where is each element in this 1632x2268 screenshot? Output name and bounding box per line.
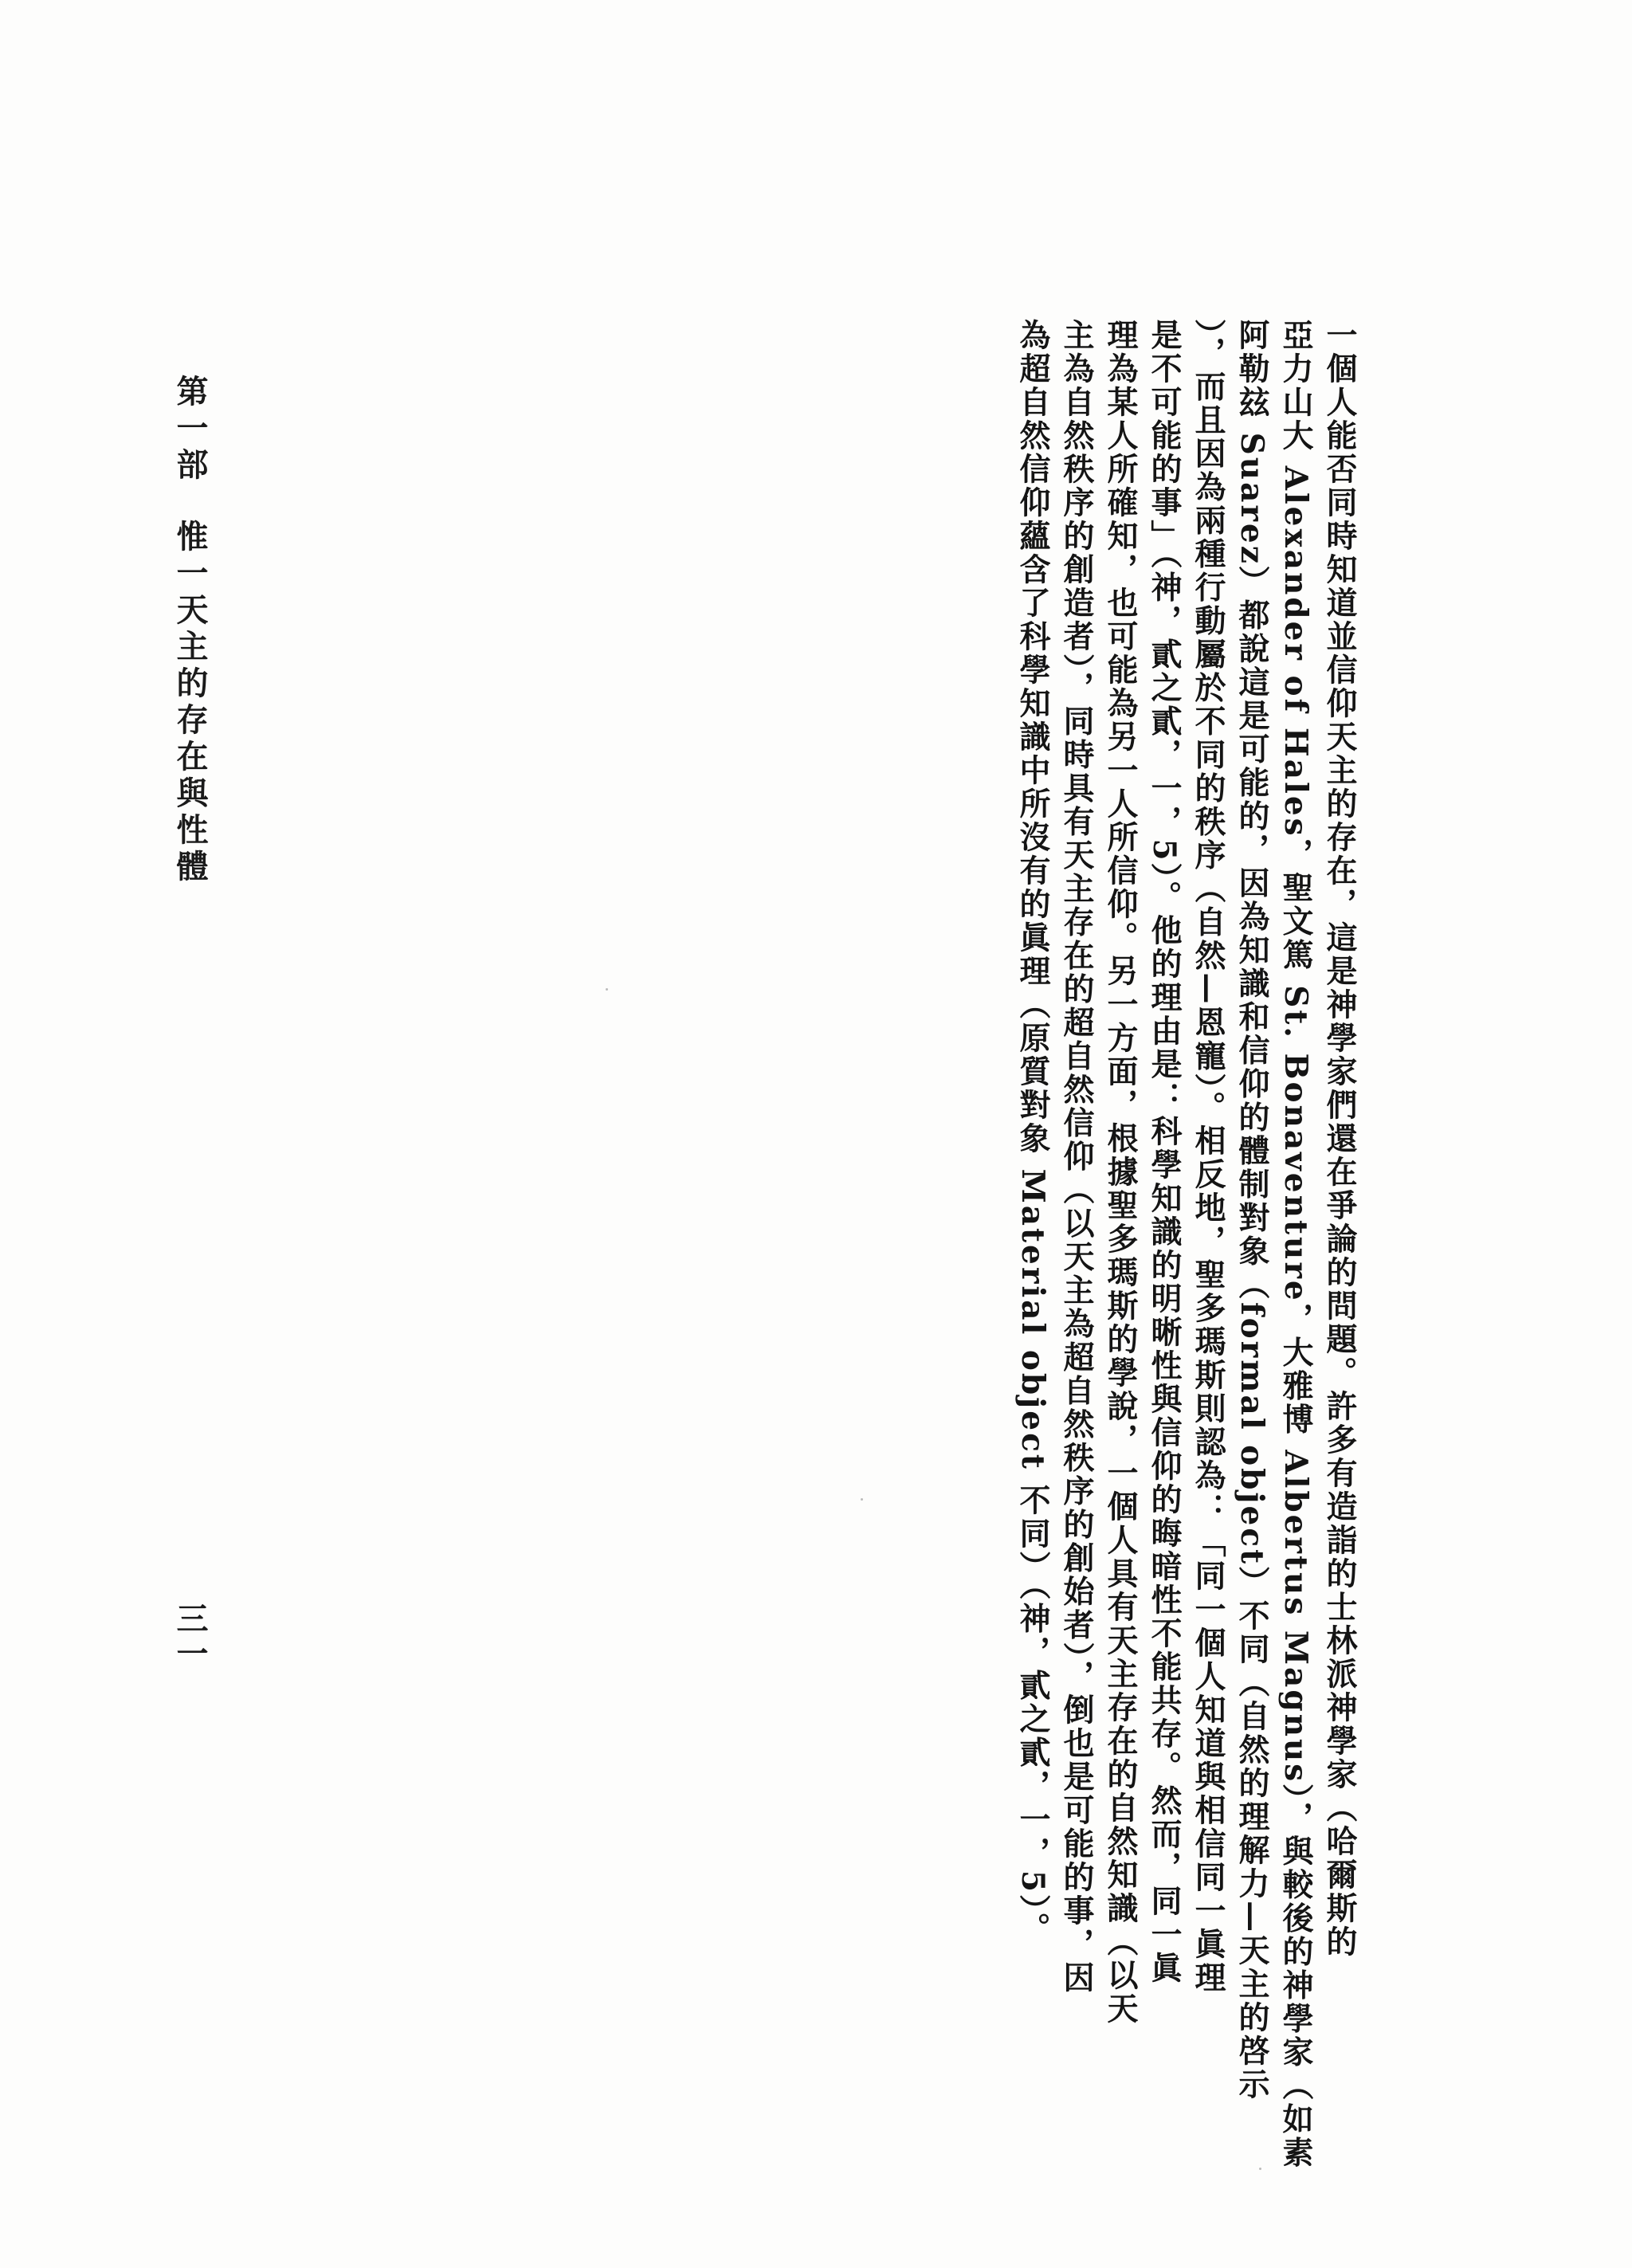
- running-header: [167, 375, 213, 886]
- text-column: 是不可能的事」（神，貳之貳，一，5）。他的理由是：科學知識的明晰性與信仰的晦暗性不能共存。然而，同一眞: [1146, 319, 1183, 1986]
- text-column: 為超自然信仰蘊含了科學知識中所沒有的眞理（原質對象 Material object 不同）（神，貳之貳，一，5）。: [1014, 319, 1051, 1946]
- text-column: 阿勒玆 Suarez）都說這是可能的，因為知識和信仰的體制對象（formal object）不同（自然的理解力—天主的啓示: [1234, 319, 1270, 2102]
- text-column: 一個人能否同時知道並信仰天主的存在，這是神學家們還在爭論的問題。許多有造詣的士林派神學家（哈爾斯的: [1321, 319, 1358, 1959]
- text-column: 亞力山大 Alexander of Hales，聖文篤 St. Bonaventure，大雅博 Albertus Magnus），與較後的神學家（如素: [1277, 319, 1314, 2170]
- scan-speck: [1259, 2168, 1261, 2170]
- scan-speck: [606, 988, 608, 991]
- text-column: ），而且因為兩種行動屬於不同的秩序（自然—恩寵）。相反地，聖多瑪斯則認為：「同一個人知道與相信同一眞理: [1190, 319, 1226, 1995]
- text-column: 理為某人所確知，也可能為另一人所信仰。另一方面，根據聖多瑪斯的學說，一個人具有天主存在的自然知識（以天: [1102, 319, 1139, 2026]
- page-number: 三一: [171, 1602, 209, 1672]
- scan-speck: [861, 1498, 863, 1501]
- chapter-title: 惟一天主的存在與性體: [171, 520, 209, 886]
- text-column: 主為自然秩序的創造者），同時具有天主存在的超自然信仰（以天主為超自然秩序的創始者），倒也是可能的事，因: [1058, 319, 1095, 1995]
- part-label: 第一部: [171, 375, 209, 485]
- body-text: [1010, 319, 1361, 2170]
